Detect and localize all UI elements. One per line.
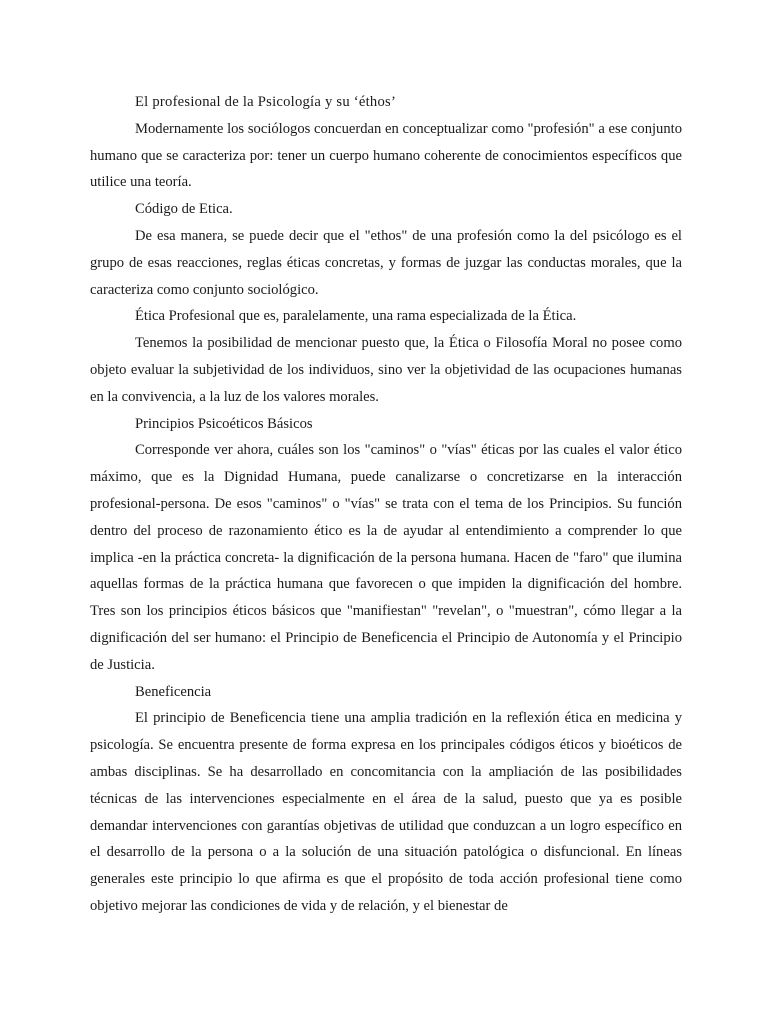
document-body xyxy=(90,89,682,920)
paragraph-filosofia-moral: Tenemos la posibilidad de mencionar puesto que, la Ética o Filosofía Moral no posee como objeto evaluar la subjetividad de los individuos, sino ver la objetividad de las ocupaciones humanas en la convivencia, a la luz de los valores morales. xyxy=(90,335,682,405)
paragraph-beneficencia: El principio de Beneficencia tiene una amplia tradición en la reflexión ética en medicina y psicología. Se encuentra presente de forma expresa en los principales códigos éticos y bioéticos de ambas disciplinas. Se ha desarrollado en concomitancia con la ampliación de las posibilidades técnicas de las intervenciones especialmente en el área de la salud, puesto que ya es posible demandar intervenciones con garantías objetivas de utilidad que conduzcan a un logro específico en el desarrollo de la persona o a la solución de una situación patológica o disfuncional. En líneas generales este principio lo que afirma es que el propósito de toda acción profesional tiene como objetivo mejorar las condiciones de vida y de relación, y el bienestar de xyxy=(90,710,682,914)
paragraph-profesion-definition: Modernamente los sociólogos concuerdan en conceptualizar como "profesión" a ese conjunto humano que se caracteriza por: tener un cuerpo humano coherente de conocimientos específicos que utilice una teoría. xyxy=(90,120,682,191)
section-heading-principios: Principios Psicoéticos Básicos xyxy=(135,415,313,432)
document-title: El profesional de la Psicología y su ‘éthos’ xyxy=(135,94,397,110)
section-heading-codigo-etica: Código de Etica. xyxy=(135,201,233,218)
paragraph-ethos: De esa manera, se puede decir que el "ethos" de una profesión como la del psicólogo es el grupo de esas reacciones, reglas éticas concretas, y formas de juzgar las conductas morales, que la caracteriza como conjunto sociológico. xyxy=(90,227,682,298)
paragraph-etica-profesional: Ética Profesional que es, paralelamente, una rama especializada de la Ética. xyxy=(135,308,577,325)
paragraph-principios: Corresponde ver ahora, cuáles son los "caminos" o "vías" éticas por las cuales el valor ético máximo, que es la Dignidad Humana, puede canalizarse o concretizarse en la interacción profesional-persona. De esos "caminos" o "vías" se trata con el tema de los Principios. Su función dentro del proceso de razonamiento ético es la de ayudar al entendimiento a comprender lo que implica -en la práctica concreta- la dignificación de la persona humana. Hacen de "faro" que ilumina aquellas formas de la práctica humana que favorecen o que impiden la dignificación del hombre. Tres son los principios éticos básicos que "manifiestan" "revelan", o "muestran", cómo llegar a la dignificación del ser humano: el Principio de Beneficencia el Principio de Autonomía y el Principio de Justicia. xyxy=(90,442,682,673)
section-heading-beneficencia: Beneficencia xyxy=(135,683,212,700)
